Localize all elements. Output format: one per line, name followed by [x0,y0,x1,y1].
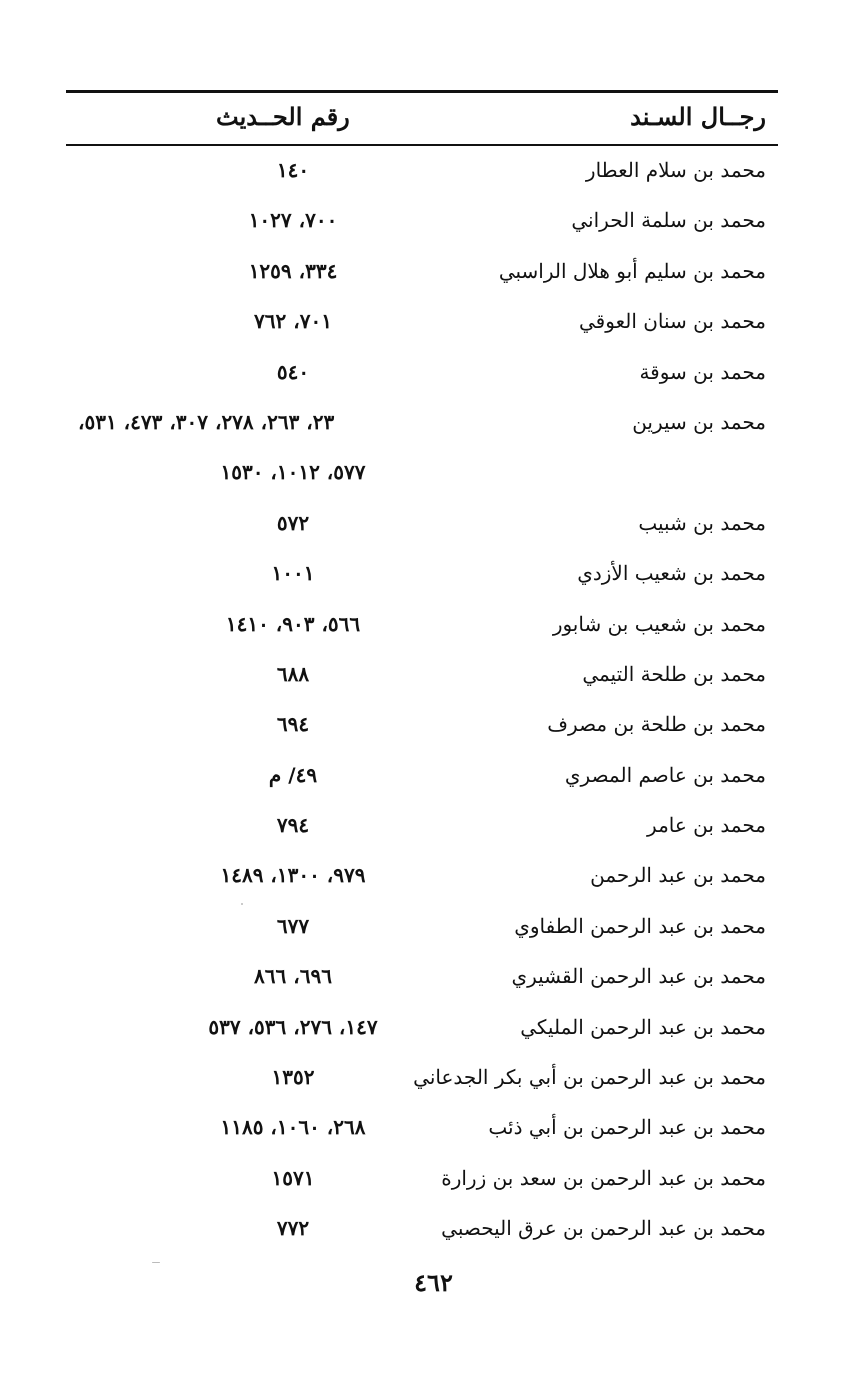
index-entry [66,602,778,652]
hadith-numbers: ٥٧٢ [276,510,310,535]
index-entry [66,1105,778,1155]
index-entry [66,803,778,853]
index-entry [66,1156,778,1206]
narrator-name: محمد بن سلمة الحراني [571,208,766,233]
index-entry [66,954,778,1004]
hadith-numbers: ٢٦٨، ١٠٦٠، ١١٨٥ [220,1115,366,1140]
narrator-name: محمد بن عبد الرحمن [590,863,766,888]
hadith-numbers: ٣٣٤، ١٢٥٩ [248,258,338,283]
index-entry [66,1005,778,1055]
narrator-name: محمد بن شبيب [638,510,766,535]
hadith-numbers: ١٤٧، ٢٧٦، ٥٣٦، ٥٣٧ [208,1014,378,1039]
table-header [66,98,778,138]
scan-speck [152,1262,160,1263]
hadith-numbers: ٢٣، ٢٦٣، ٢٧٨، ٣٠٧، ٤٧٣، ٥٣١، [78,409,335,434]
hadith-numbers: ٦٩٦، ٨٦٦ [254,964,332,989]
hadith-numbers: ٦٩٤ [276,712,310,737]
narrator-name: محمد بن عاصم المصري [564,762,766,787]
narrator-name: محمد بن سوقة [639,359,766,384]
index-entry [66,1206,778,1256]
hadith-numbers: ٧٠٠، ١٠٢٧ [248,208,338,233]
top-rule [66,90,778,93]
index-entry [66,299,778,349]
narrator-name: محمد بن طلحة التيمي [582,661,766,686]
hadith-numbers: ١٤٠ [276,158,310,182]
hadith-numbers: ١٣٥٢ [271,1065,315,1090]
index-entry [66,249,778,299]
index-entry [66,702,778,752]
scan-speck [241,903,243,905]
hadith-numbers: ١٥٧١ [271,1165,315,1190]
index-entry [66,350,778,400]
hadith-numbers: ٩٧٩، ١٣٠٠، ١٤٨٩ [220,863,366,888]
hadith-numbers: ٤٩/ م [268,762,318,787]
narrator-name: محمد بن عبد الرحمن القشيري [511,964,766,989]
narrator-name: محمد بن سلام العطار [585,158,766,182]
hadith-numbers: ٧٧٢ [276,1216,310,1241]
hadith-numbers: ٥٧٧، ١٠١٢، ١٥٣٠ [220,460,366,485]
hadith-number-column-heading: رقم الحــديث [216,102,350,131]
narrators-column-heading: رجــال السـند [630,102,766,131]
hadith-numbers: ١٠٠١ [271,561,315,586]
index-entry [66,1055,778,1105]
hadith-numbers: ٦٧٧ [276,913,310,938]
narrator-name: محمد بن سنان العوقي [579,309,766,334]
narrator-name: محمد بن سيرين [632,409,766,434]
narrator-index-list [66,148,778,1257]
hadith-numbers: ٧٠١، ٧٦٢ [254,309,332,334]
narrator-name: محمد بن شعيب الأزدي [577,561,766,586]
narrator-name: محمد بن سليم أبو هلال الراسبي [498,258,766,283]
index-entry [66,400,778,450]
hadith-numbers: ٥٦٦، ٩٠٣، ١٤١٠ [225,611,361,636]
index-entry [66,753,778,803]
narrator-name: محمد بن شعيب بن شابور [552,611,766,636]
index-entry [66,148,778,198]
narrator-name: محمد بن طلحة بن مصرف [547,712,766,737]
index-entry-continuation [66,450,778,500]
index-entry [66,652,778,702]
narrator-name: محمد بن عبد الرحمن بن عرق اليحصبي [441,1216,766,1241]
narrator-name: محمد بن عبد الرحمن المليكي [520,1014,766,1039]
index-entry [66,853,778,903]
narrator-name: محمد بن عامر [647,813,766,838]
narrator-name: محمد بن عبد الرحمن بن سعد بن زرارة [441,1165,766,1190]
index-entry [66,198,778,248]
header-rule [66,144,778,146]
hadith-numbers: ٧٩٤ [276,813,310,838]
narrator-name: محمد بن عبد الرحمن بن أبي بكر الجدعاني [413,1065,766,1090]
index-entry [66,551,778,601]
page-number: ٤٦٢ [414,1268,453,1297]
index-entry [66,501,778,551]
hadith-numbers: ٥٤٠ [276,359,310,384]
narrator-name: محمد بن عبد الرحمن الطفاوي [514,913,766,938]
narrator-name: محمد بن عبد الرحمن بن أبي ذئب [488,1115,766,1140]
hadith-numbers: ٦٨٨ [276,661,310,686]
index-entry [66,904,778,954]
